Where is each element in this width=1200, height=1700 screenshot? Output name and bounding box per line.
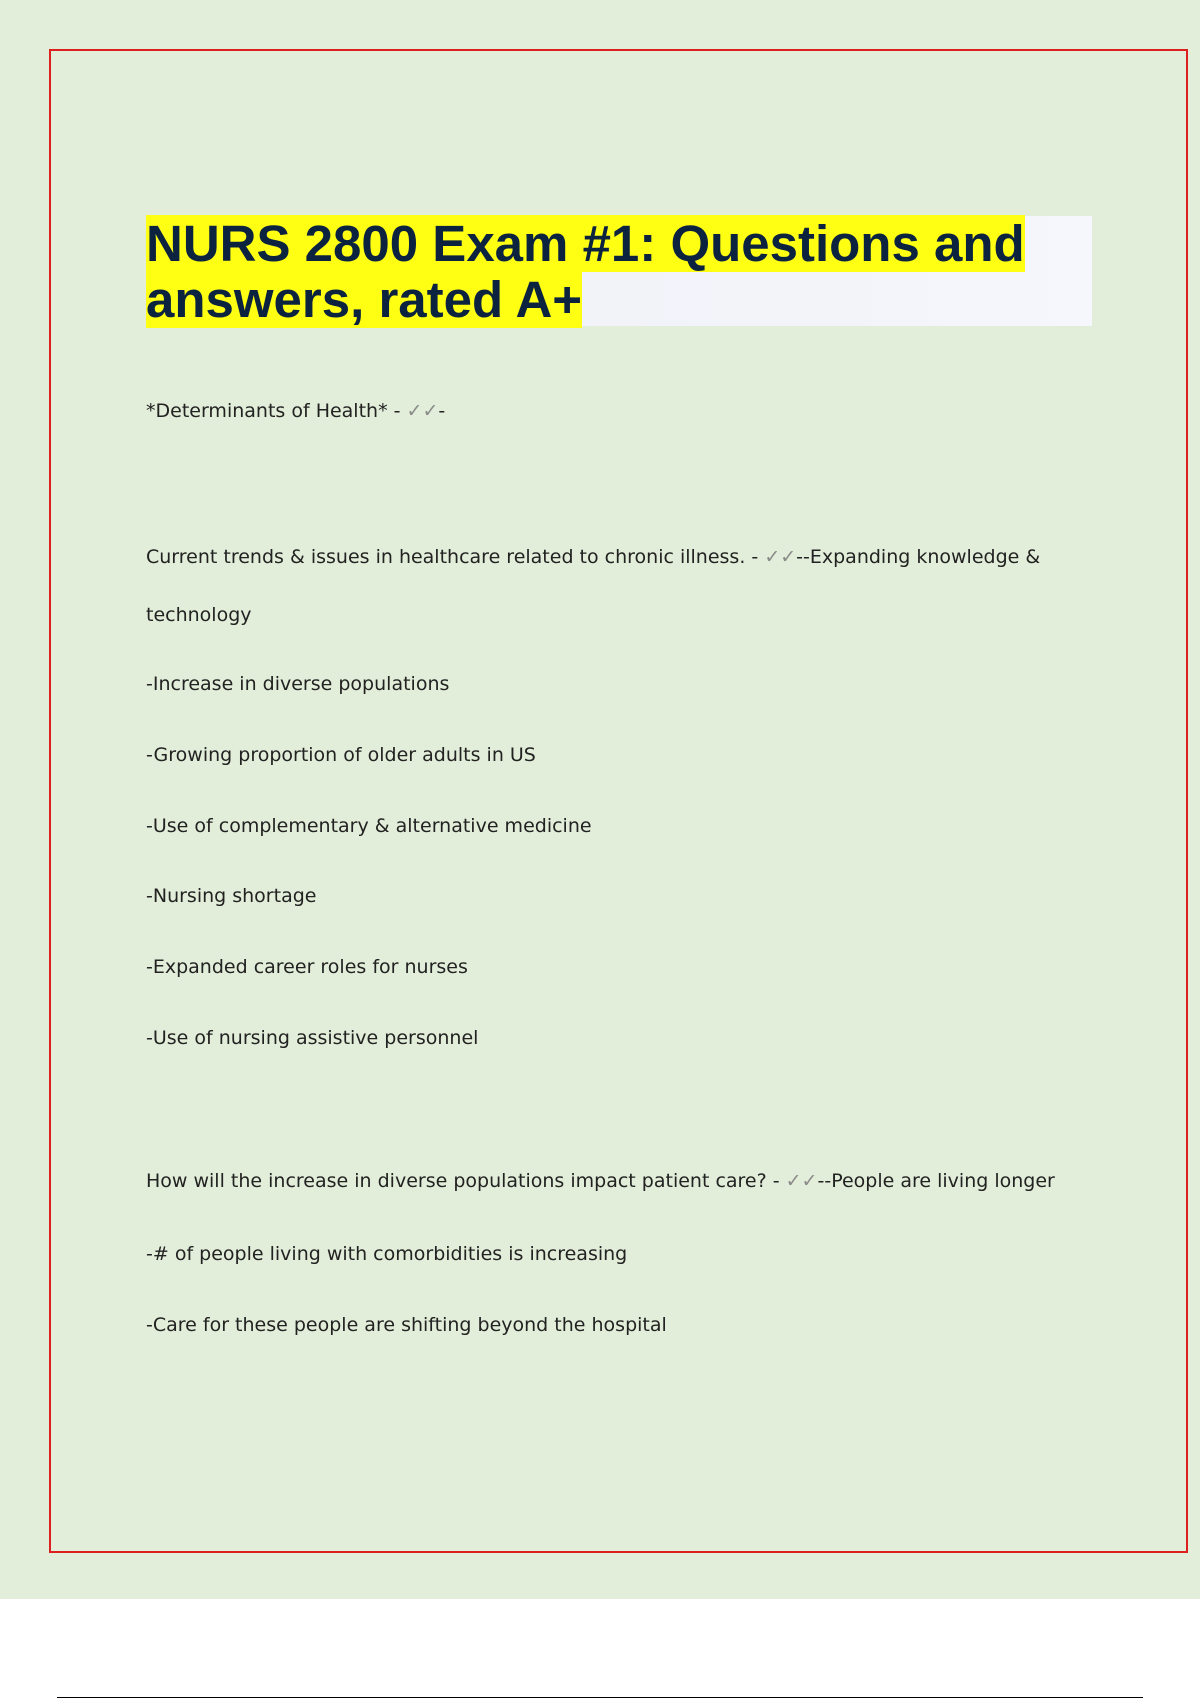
title-highlight: NURS 2800 Exam #1: Questions and answers, rated A+ — [146, 215, 1025, 328]
footer-rule — [57, 1697, 1143, 1698]
entry-2-answer-line: -Increase in diverse populations — [146, 673, 450, 695]
entry-3-answer-prefix: --People are living longer — [817, 1170, 1055, 1192]
title-block — [146, 216, 1092, 326]
entry-2-question: Current trends & issues in healthcare related to chronic illness. - — [146, 546, 765, 568]
entry-2-question-line — [146, 546, 1040, 568]
check-mark-icon: ✓✓ — [406, 400, 439, 422]
entry-3-question: How will the increase in diverse populations impact patient care? - — [146, 1170, 786, 1192]
entry-2-answer-line: technology — [146, 604, 252, 626]
entry-2-answer-line: -Nursing shortage — [146, 885, 317, 907]
entry-2-answer-line: -Expanded career roles for nurses — [146, 956, 468, 978]
check-mark-icon: ✓✓ — [764, 546, 797, 568]
entry-2-answer-line: -Use of complementary & alternative medicine — [146, 815, 592, 837]
entry-1-question-line — [146, 400, 445, 422]
document-title — [146, 216, 1092, 328]
entry-2-answer-line: -Use of nursing assistive personnel — [146, 1027, 479, 1049]
entry-2-answer-prefix: --Expanding knowledge & — [796, 546, 1041, 568]
entry-3-question-line — [146, 1170, 1055, 1192]
entry-1-question: *Determinants of Health* - — [146, 400, 407, 422]
entry-2-answer-line: -Growing proportion of older adults in US — [146, 744, 536, 766]
check-mark-icon: ✓✓ — [785, 1170, 818, 1192]
entry-3-answer-line: -# of people living with comorbidities is increasing — [146, 1243, 628, 1265]
entry-1-answer-prefix: - — [438, 400, 446, 422]
entry-3-answer-line: -Care for these people are shifting beyond the hospital — [146, 1314, 667, 1336]
